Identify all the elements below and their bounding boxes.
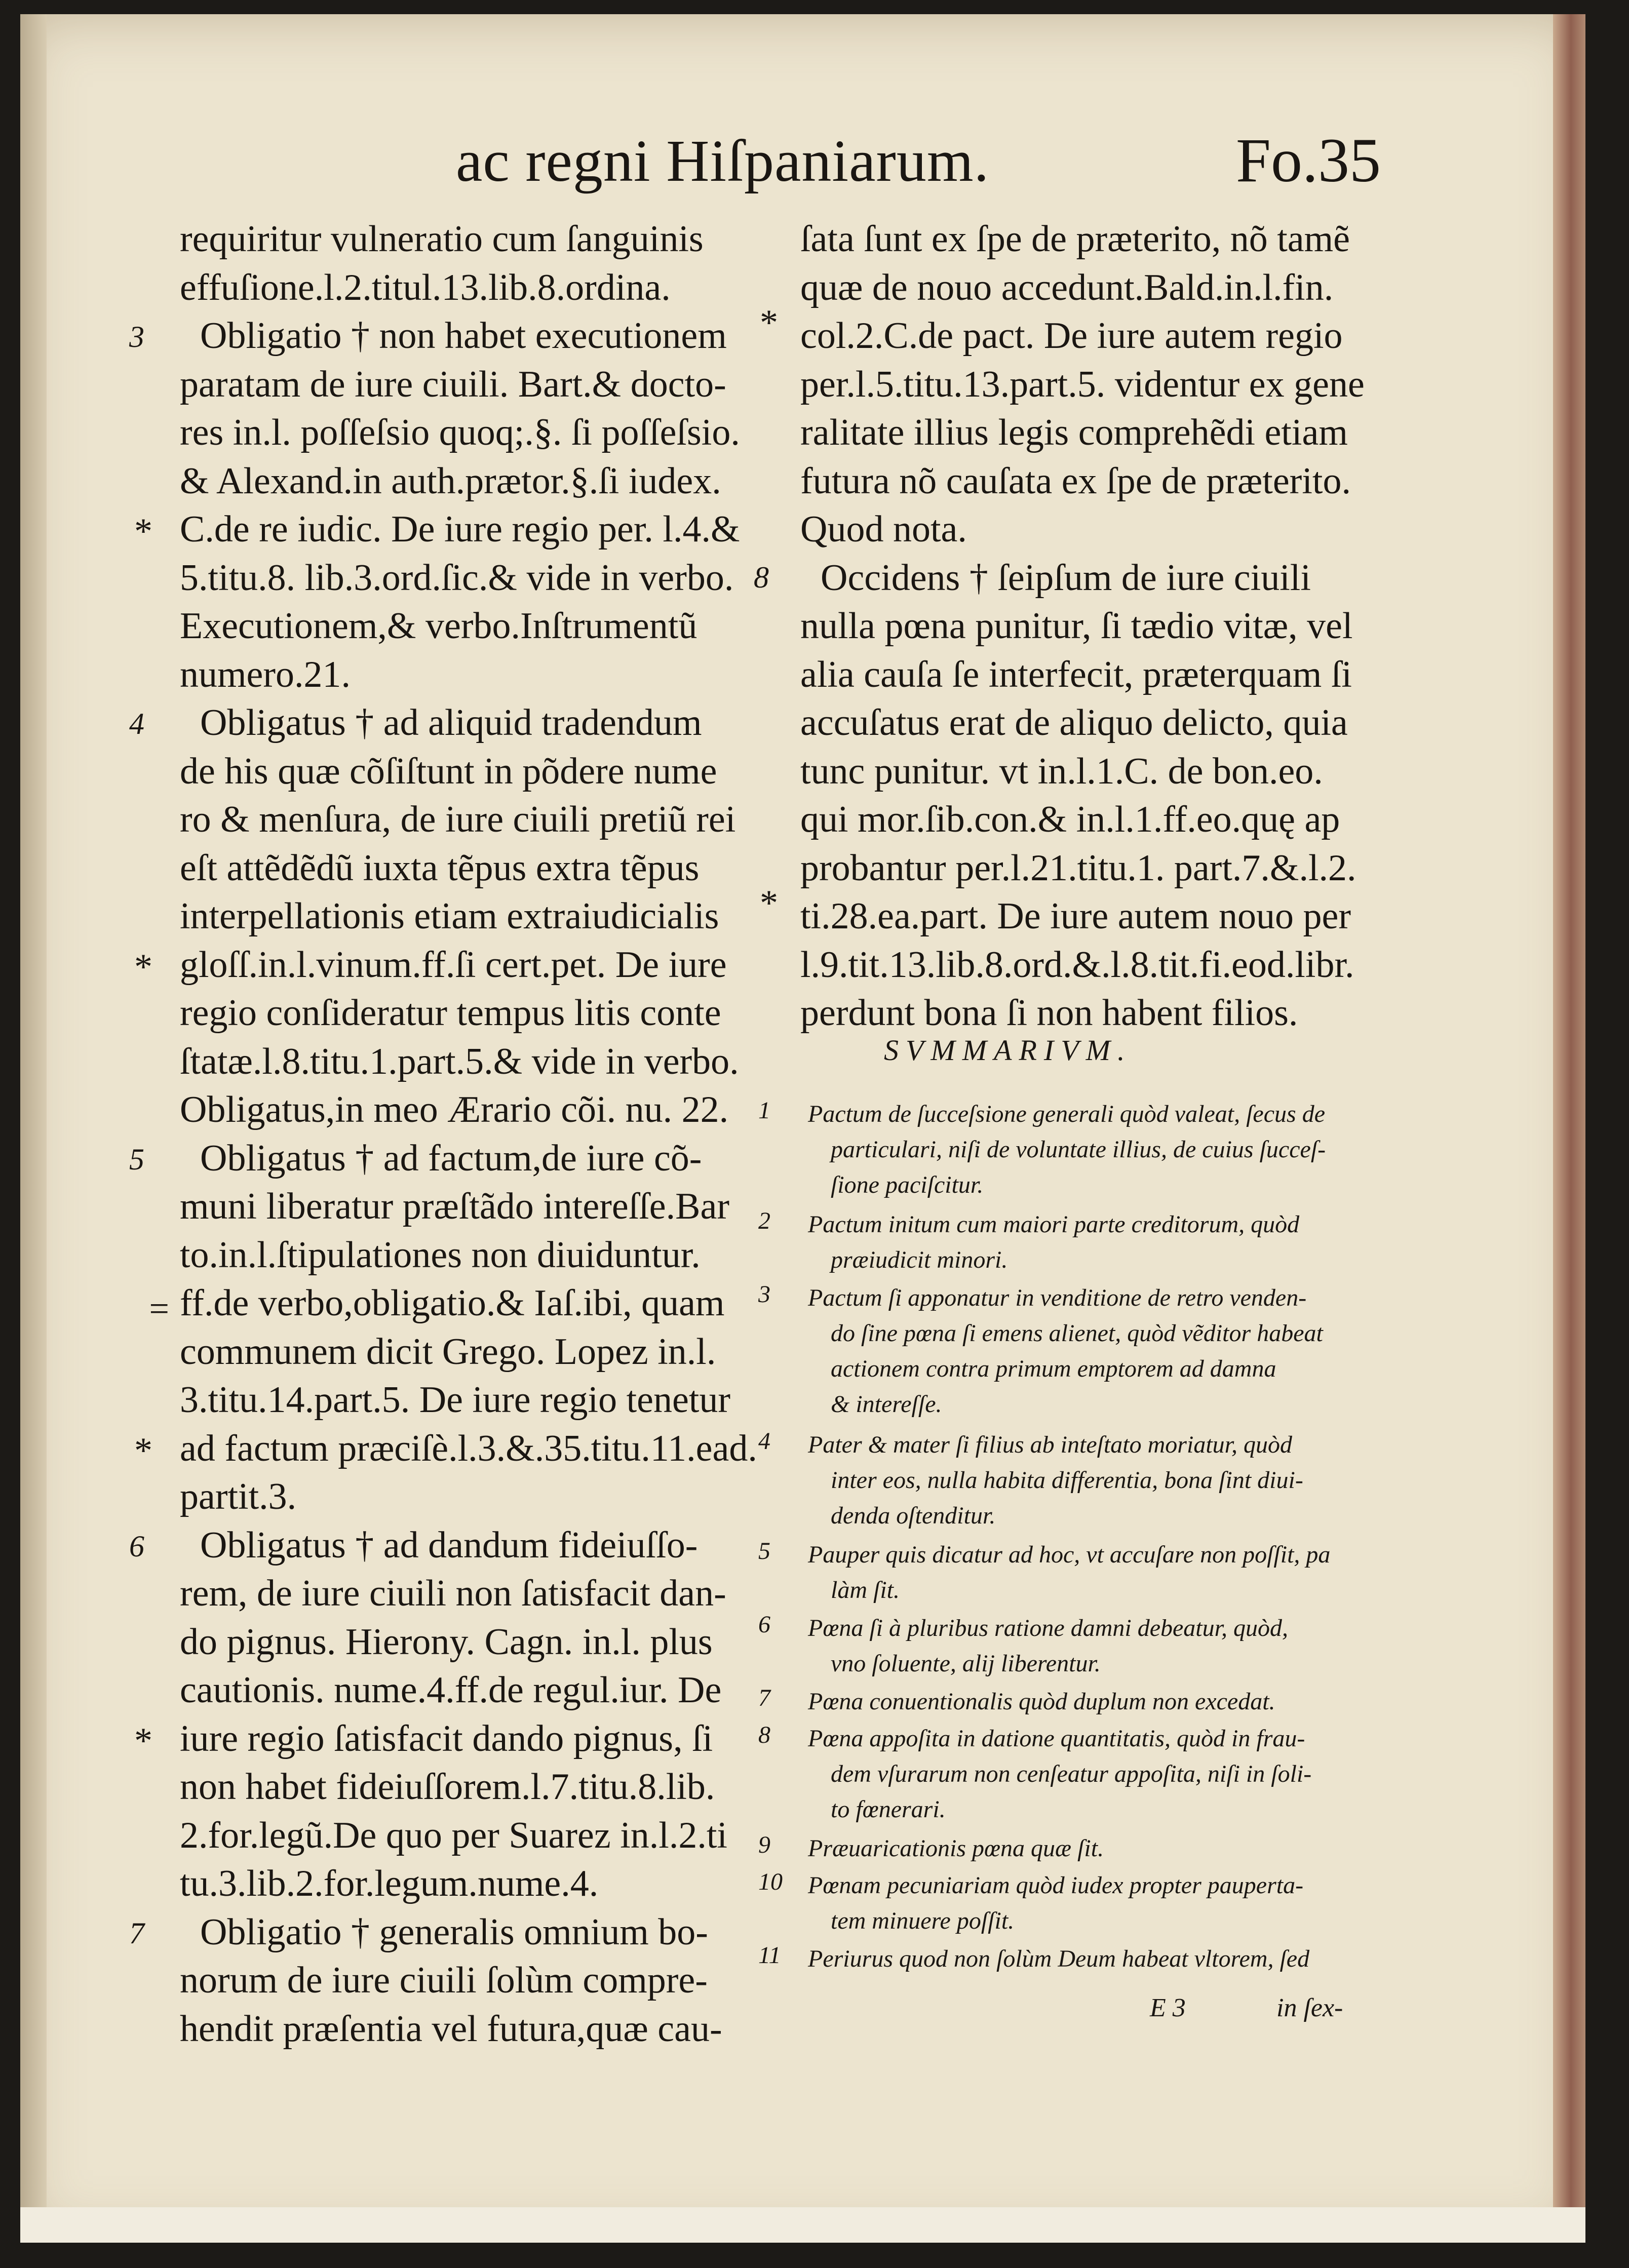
text-line: Executionem,& verbo.Inſtrumentũ: [180, 605, 697, 647]
section-number: 7: [129, 1916, 144, 1950]
text-line: numero.21.: [180, 653, 351, 695]
text-line: muni liberatur præſtãdo intereſſe.Bar: [180, 1186, 729, 1227]
summarium-entry: [808, 1427, 1380, 1534]
text-line: ralitate illius legis comprehẽdi etiam: [800, 412, 1348, 453]
summarium-line: Pœna ſi à pluribus ratione damni debeatur, quòd,: [808, 1615, 1288, 1641]
text-line: partit.3.: [180, 1476, 297, 1517]
summarium-heading: SVMMARIVM.: [884, 1034, 1132, 1067]
summarium-entry: [808, 1868, 1380, 1939]
summarium-line: particulari, niſi de voluntate illius, de cuius ſucceſ-: [831, 1136, 1326, 1163]
text-line: 2.for.legũ.De quo per Suarez in.l.2.ti: [180, 1814, 727, 1856]
summarium-entry: [808, 1611, 1380, 1682]
text-line: ti.28.ea.part. De iure autem nouo per: [800, 895, 1351, 937]
left-text-column: [180, 215, 757, 2053]
text-line: Occidens † ſeipſum de iure ciuili: [821, 557, 1311, 599]
section-number: 8: [754, 560, 769, 594]
text-line: Obligatus,in meo Ærario cõi. nu. 22.: [180, 1089, 729, 1130]
summarium-number: 4: [758, 1427, 770, 1455]
text-line: interpellationis etiam extraiudicialis: [180, 895, 719, 937]
summarium-number: 7: [758, 1685, 770, 1711]
summarium-number: 6: [758, 1611, 770, 1638]
summarium-line: Periurus quod non ſolùm Deum habeat vltorem, ſed: [808, 1945, 1310, 1972]
summarium-line: làm ſit.: [831, 1577, 900, 1604]
text-line: 5.titu.8. lib.3.ord.ſic.& vide in verbo.: [180, 557, 734, 599]
text-line: ff.de verbo,obligatio.& Iaſ.ibi, quam: [180, 1282, 725, 1324]
text-line: regio conſideratur tempus litis conte: [180, 992, 721, 1034]
summarium-entry: [808, 1207, 1380, 1278]
text-line: qui mor.ſib.con.& in.l.1.ff.eo.quę ap: [800, 799, 1340, 840]
margin-asterisk: *: [134, 1720, 152, 1761]
folio-number: Fo.35: [1236, 126, 1381, 195]
summarium-line: dem vſurarum non cenſeatur appoſita, niſi in ſoli-: [831, 1760, 1312, 1787]
summarium-number: 8: [758, 1721, 770, 1748]
summarium-number: 10: [758, 1868, 783, 1895]
summarium-line: præiudicit minori.: [831, 1246, 1008, 1273]
margin-asterisk: *: [760, 302, 778, 343]
summarium-entry: [808, 1721, 1380, 1827]
summarium-line: Pactum de ſucceſsione generali quòd valeat, ſecus de: [808, 1101, 1326, 1127]
text-line: requiritur vulneratio cum ſanguinis: [180, 218, 704, 260]
text-line: Obligatio † generalis omnium bo-: [200, 1911, 708, 1953]
text-line: l.9.tit.13.lib.8.ord.&.l.8.tit.fi.eod.libr.: [800, 944, 1354, 986]
text-line: Obligatus † ad factum,de iure cõ-: [200, 1137, 702, 1179]
signature-mark: E 3: [1150, 1993, 1186, 2022]
text-line: hendit præſentia vel futura,quæ cau-: [180, 2008, 722, 2050]
summarium-number: 11: [758, 1941, 781, 1969]
summarium-line: Pater & mater ſi filius ab inteſtato moriatur, quòd: [808, 1431, 1293, 1458]
gutter-strip: [20, 14, 47, 2243]
summarium-line: inter eos, nulla habita differentia, bona ſint diui-: [831, 1466, 1303, 1494]
running-head: ac regni Hiſpaniarum.: [456, 128, 990, 194]
text-line: tu.3.lib.2.for.legum.nume.4.: [180, 1863, 599, 1904]
text-line: alia cauſa ſe interfecit, præterquam ſi: [800, 653, 1352, 695]
summarium-line: & intereſſe.: [831, 1390, 942, 1418]
summarium-line: do ſine pœna ſi emens alienet, quòd vẽditor habeat: [831, 1319, 1323, 1347]
margin-asterisk: *: [760, 883, 778, 923]
summarium-line: denda oſtenditur.: [831, 1502, 996, 1529]
text-line: do pignus. Hierony. Cagn. in.l. plus: [180, 1621, 713, 1663]
handwritten-mark: =: [147, 1289, 171, 1328]
section-number: 4: [129, 707, 144, 740]
section-number: 6: [129, 1529, 144, 1563]
summarium-line: Pactum initum cum maiori parte creditorum, quòd: [808, 1210, 1300, 1238]
summarium-entry: [808, 1097, 1380, 1203]
summarium-entry: [808, 1537, 1380, 1608]
text-line: to.in.l.ſtipulationes non diuiduntur.: [180, 1234, 701, 1276]
summarium-entry: [808, 1684, 1380, 1719]
text-line: C.de re iudic. De iure regio per. l.4.&: [180, 509, 740, 550]
right-text-column: [800, 215, 1388, 1038]
text-line: Obligatio † non habet executionem: [200, 315, 727, 357]
summarium-number: 3: [758, 1280, 770, 1308]
summarium-line: to fœnerari.: [831, 1795, 946, 1823]
page-edge: [1553, 14, 1585, 2243]
text-line: Obligatus † ad aliquid tradendum: [200, 702, 702, 744]
summarium-number: 5: [758, 1538, 770, 1565]
bottom-margin-strip: [20, 2207, 1585, 2243]
summarium-number: 1: [758, 1097, 770, 1124]
text-line: per.l.5.titu.13.part.5. videntur ex gene: [800, 363, 1365, 405]
text-line: Obligatus † ad dandum fideiuſſo-: [200, 1524, 698, 1566]
summarium-line: ſione paciſcitur.: [831, 1171, 984, 1198]
text-line: gloſſ.in.l.vinum.ff.ſi cert.pet. De iure: [180, 944, 727, 986]
text-line: effuſione.l.2.titul.13.lib.8.ordina.: [180, 266, 671, 308]
summarium-entry: [808, 1280, 1380, 1422]
summarium-line: Pœna conuentionalis quòd duplum non excedat.: [808, 1688, 1275, 1715]
text-line: quæ de nouo accedunt.Bald.in.l.fin.: [800, 266, 1334, 308]
catchword: in ſex-: [1276, 1993, 1343, 2022]
summarium-line: Pactum ſi apponatur in venditione de retro venden-: [808, 1284, 1307, 1311]
text-line: ſata ſunt ex ſpe de præterito, nõ tamẽ: [800, 218, 1350, 260]
margin-asterisk: *: [134, 946, 152, 987]
text-line: & Alexand.in auth.prætor.§.ſi iudex.: [180, 460, 721, 502]
text-line: rem, de iure ciuili non ſatisfacit dan-: [180, 1573, 726, 1614]
text-line: iure regio ſatisfacit dando pignus, ſi: [180, 1717, 713, 1759]
section-number: 3: [129, 320, 144, 354]
text-line: ro & menſura, de iure ciuili pretiũ rei: [180, 799, 736, 840]
summarium-line: Pauper quis dicatur ad hoc, vt accuſare non poſſit, pa: [808, 1541, 1331, 1568]
text-line: res in.l. poſſeſsio quoq;.§. ſi poſſeſsio.: [180, 412, 740, 453]
text-line: accuſatus erat de aliquo delicto, quia: [800, 702, 1348, 744]
section-number: 5: [129, 1142, 144, 1176]
text-line: communem dicit Grego. Lopez in.l.: [180, 1331, 716, 1373]
summarium-entry: [808, 1831, 1380, 1866]
margin-asterisk: *: [134, 511, 152, 552]
text-line: de his quæ cõſiſtunt in põdere nume: [180, 750, 717, 792]
summarium-number: 2: [758, 1207, 770, 1234]
text-line: ad factum præciſè.l.3.&.35.titu.11.ead.: [180, 1427, 757, 1469]
summarium-line: Pœna appoſita in datione quantitatis, quòd in frau-: [808, 1725, 1305, 1752]
summarium-line: Præuaricationis pœna quæ ſit.: [808, 1835, 1104, 1862]
text-line: norum de iure ciuili ſolùm compre-: [180, 1960, 708, 2001]
margin-asterisk: *: [134, 1430, 152, 1471]
summarium-line: vno ſoluente, alij liberentur.: [831, 1650, 1101, 1677]
text-line: non habet fideiuſſorem.l.7.titu.8.lib.: [180, 1766, 715, 1808]
text-line: col.2.C.de pact. De iure autem regio: [800, 315, 1343, 357]
text-line: cautionis. nume.4.ff.de regul.iur. De: [180, 1669, 722, 1711]
summarium-line: Pœnam pecuniariam quòd iudex propter pauperta-: [808, 1871, 1304, 1899]
text-line: 3.titu.14.part.5. De iure regio tenetur: [180, 1379, 731, 1421]
text-line: eſt attẽdẽdũ iuxta tẽpus extra tẽpus: [180, 847, 700, 889]
text-line: nulla pœna punitur, ſi tædio vitæ, vel: [800, 605, 1353, 647]
text-line: ſtatæ.l.8.titu.1.part.5.& vide in verbo.: [180, 1040, 739, 1082]
text-line: Quod nota.: [800, 509, 967, 550]
text-line: perdunt bona ſi non habent filios.: [800, 992, 1298, 1034]
text-line: tunc punitur. vt in.l.1.C. de bon.eo.: [800, 750, 1323, 792]
summarium-entry: [808, 1941, 1380, 1977]
summarium-line: actionem contra primum emptorem ad damna: [831, 1355, 1276, 1382]
text-line: futura nõ cauſata ex ſpe de præterito.: [800, 460, 1351, 502]
summarium-line: tem minuere poſſit.: [831, 1907, 1015, 1934]
text-line: paratam de iure ciuili. Bart.& docto-: [180, 363, 726, 405]
text-line: probantur per.l.21.titu.1. part.7.&.l.2.: [800, 847, 1356, 889]
summarium-number: 9: [758, 1831, 770, 1858]
